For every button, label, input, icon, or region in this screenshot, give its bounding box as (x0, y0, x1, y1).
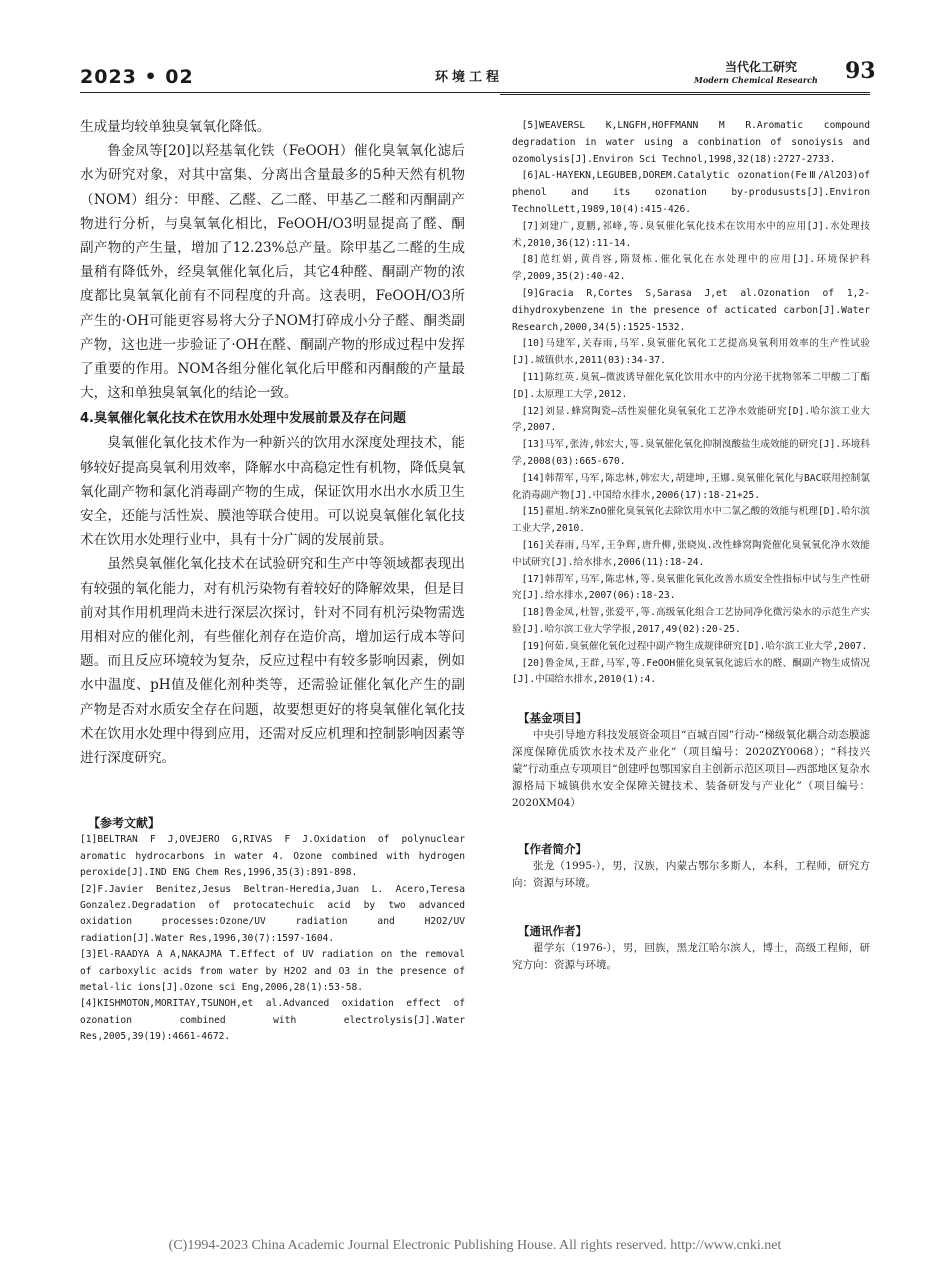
reference-item: [5]WEAVERSL K,LNGFH,HOFFMANN M R.Aromatic compound degradation in water using a conbination of sonoiysis and ozomolysis[J].Environ Sci Technol,1998,32(18):2727-2733. (512, 120, 870, 165)
issue-number: 2023 • 02 (80, 66, 194, 88)
copyright-footer: (C)1994-2023 China Academic Journal Electronic Publishing House. All rights reserved. http://www.cnki.net (168, 1238, 782, 1253)
right-column (512, 118, 870, 974)
reference-item: [17]韩帮军,马军,陈忠林,等.臭氧催化氧化改善水质安全性指标中试与生产性研究[J].给水排水,2007(06):18-23. (512, 573, 870, 602)
reference-item: [11]陈红英.臭氧—微波诱导催化氧化饮用水中的内分泌干扰物邻苯二甲酸二丁酯[D].太原理工大学,2012. (512, 371, 870, 400)
corresponding-author-title: 【通讯作者】 (518, 924, 587, 939)
author-bio-title: 【作者简介】 (518, 842, 587, 857)
reference-item: [16]关春雨,马军,王争辉,唐升柳,张晓岚.改性蜂窝陶瓷催化臭氧氧化净水效能中试研究[J].给水排水,2006(11):18-24. (512, 539, 870, 568)
reference-item: [20]鲁金凤,王群,马军,等.FeOOH催化臭氧氧化滤后水的醛、酮副产物生成情况[J].中国给水排水,2010(1):4. (512, 657, 870, 686)
left-column (80, 115, 465, 1046)
reference-item: [18]鲁金凤,杜智,张爱平,等.高级氧化组合工艺协同净化微污染水的示范生产实验[J].哈尔滨工业大学学报,2017,49(02):20-25. (512, 607, 870, 635)
reference-item: [10]马建军,关春雨,马军.臭氧催化氧化工艺提高臭氧利用效率的生产性试验[J].城镇供水,2011(03):34-37. (512, 338, 870, 367)
page-header (80, 58, 876, 92)
section-title: 环境工程 (435, 70, 504, 85)
body-paragraph: 鲁金凤等[20]以羟基氧化铁（FeOOH）催化臭氧氧化滤后水为研究对象，对其中富集、分离出含量最多的5种天然有机物（NOM）组分：甲醛、乙醛、乙二醛、甲基乙二醛和丙酮副产物进行分析，与臭氧氧化相比，FeOOH/O3明显提高了醛、酮副产物的产生量，增加了12.23%总产量。除甲基乙二醛的生成量稍有降低外，经臭氧催化氧化后，其它4种醛、酮副产物的浓度都比臭氧氧化前有不同程度的升高。这表明，FeOOH/O3所产生的·OH可能更容易将大分子NOM打碎成小分子醛、酮类副产物，这也进一步验证了·OH在醛、酮副产物的形成过程中发挥了重要的作用。NOM各组分催化氧化后甲醛和丙酮酸的产量最大，这和单独臭氧氧化的结论一致。 (80, 143, 465, 402)
reference-item: [3]El-RAADYA A A,NAKAJMA T.Effect of UV radiation on the removal of carboxylic acids from water by H2O2 and O3 in the presence of metal-lic ions[J].Ozone sci Eng,2006,28(1):53-58. (80, 949, 465, 993)
header-rule-secondary (500, 94, 870, 95)
reference-item: [9]Gracia R,Cortes S,Sarasa J,et al.Ozonation of 1,2-dihydroxybenzene in the presence of acticated carbon[J].Water Research,2000,34(5):1525-1532. (512, 287, 870, 333)
reference-item: [4]KISHMOTON,MORITAY,TSUNOH,et al.Advanced oxidation effect of ozonation combined with electrolysis[J].Water Res,2005,39(19):4661-4672. (80, 998, 465, 1043)
reference-item: [1]BELTRAN F J,OVEJERO G,RIVAS F J.Oxidation of polynuclear aromatic hydrocarbons in water 4. Ozone combined with hydrogen peroxide[J].IND ENG Chem Res,1996,35(3):891-898. (80, 834, 465, 879)
reference-item: [19]何茹.臭氧催化氧化过程中副产物生成规律研究[D].哈尔滨工业大学,2007. (521, 640, 868, 652)
body-paragraph: 虽然臭氧催化氧化技术在试验研究和生产中等领域都表现出有较强的氧化能力，对有机污染物有着较好的降解效果，但是目前对其作用机理尚未进行深层次探讨，针对不同有机污染物需选用相对应的催化剂，有些催化剂存在造价高，增加运行成本等问题。而且反应环境较为复杂，反应过程中有较多影响因素，例如水中温度、pH值及催化剂种类等，还需验证催化氧化产生的副产物是否对水质安全存在问题，故要想更好的将臭氧催化氧化技术在饮用水处理中得到应用，还需对反应机理和控制影响因素等进行深度研究。 (80, 556, 465, 767)
corresponding-author-text: 翟学东（1976-），男，回族，黑龙江哈尔滨人，博士，高级工程师，研究方向：资源与环境。 (512, 942, 870, 972)
fund-text: 中央引导地方科技发展资金项目“百城百园”行动-“梯级氧化耦合动态膜滤深度保障优质饮水技术及产业化”（项目编号：2020ZY0068）；“科技兴蒙”行动重点专项项目“创建呼包鄂国家自主创新示范区项目—西部地区复杂水源格局下城镇供水安全保障关键技术、装备研发与产业化”（项目编号：2020XM04） (512, 729, 870, 810)
section-heading: 4.臭氧催化氧化技术在饮用水处理中发展前景及存在问题 (80, 411, 406, 427)
journal-name-en: Modern Chemical Research (694, 75, 818, 85)
body-paragraph: 臭氧催化氧化技术作为一种新兴的饮用水深度处理技术，能够较好提高臭氧利用效率，降解水中高稳定性有机物，降低臭氧氧化副产物和氯化消毒副产物的生成，保证饮用水出水水质卫生安全，还能与活性炭、膜池等联合使用。可以说臭氧催化氧化技术在饮用水处理行业中，具有十分广阔的发展前景。 (80, 435, 465, 549)
journal-name-cn: 当代化工研究 (725, 60, 798, 74)
reference-item: [14]韩帮军,马军,陈忠林,韩宏大,胡建坤,王娜.臭氧催化氧化与BAC联用控制氯化消毒副产物[J].中国给水排水,2006(17):18-21+25. (512, 472, 870, 501)
page-number: 93 (845, 58, 876, 84)
fund-title: 【基金项目】 (518, 711, 587, 726)
reference-item: [12]刘显.蜂窝陶瓷—活性炭催化臭氧氧化工艺净水效能研究[D].哈尔滨工业大学,2007. (512, 405, 870, 434)
header-rule (80, 92, 870, 93)
body-paragraph: 生成量均较单独臭氧氧化降低。 (80, 119, 271, 135)
author-bio-text: 张龙（1995-），男，汉族，内蒙古鄂尔多斯人，本科，工程师，研究方向：资源与环境。 (512, 860, 870, 890)
reference-item: [6]AL-HAYEKN,LEGUBEB,DOREM.Catalytic ozonation(FeⅢ/Al2O3)of phenol and its ozonation by-prodususts[J].Environ TechnolLett,1989,10(4):415-426. (512, 170, 870, 215)
reference-item: [2]F.Javier Benitez,Jesus Beltran-Heredia,Juan L. Acero,Teresa Gonzalez.Degradation of protocatechuic acid by two advanced oxidation processes:Ozone/UV radiation and H2O2/UV radiation[J].Water Res,1996,30(7):1597-1604. (80, 883, 465, 944)
references-title: 【参考文献】 (88, 816, 161, 831)
reference-item: [13]马军,张涛,韩宏大,等.臭氧催化氧化抑制溴酸盐生成效能的研究[J].环境科学,2008(03):665-670. (512, 439, 870, 467)
reference-item: [8]范红娟,黄肖容,隋贤栋.催化氧化在水处理中的应用[J].环境保护科学,2009,35(2):40-42. (512, 254, 870, 283)
reference-item: [7]刘建广,夏鹏,祁峰,等.臭氧催化氧化技术在饮用水中的应用[J].水处理技术,2010,36(12):11-14. (512, 220, 870, 249)
reference-item: [15]翟旭.纳米ZnO催化臭氧氧化去除饮用水中二氯乙酸的效能与机理[D].哈尔滨工业大学,2010. (512, 506, 870, 535)
